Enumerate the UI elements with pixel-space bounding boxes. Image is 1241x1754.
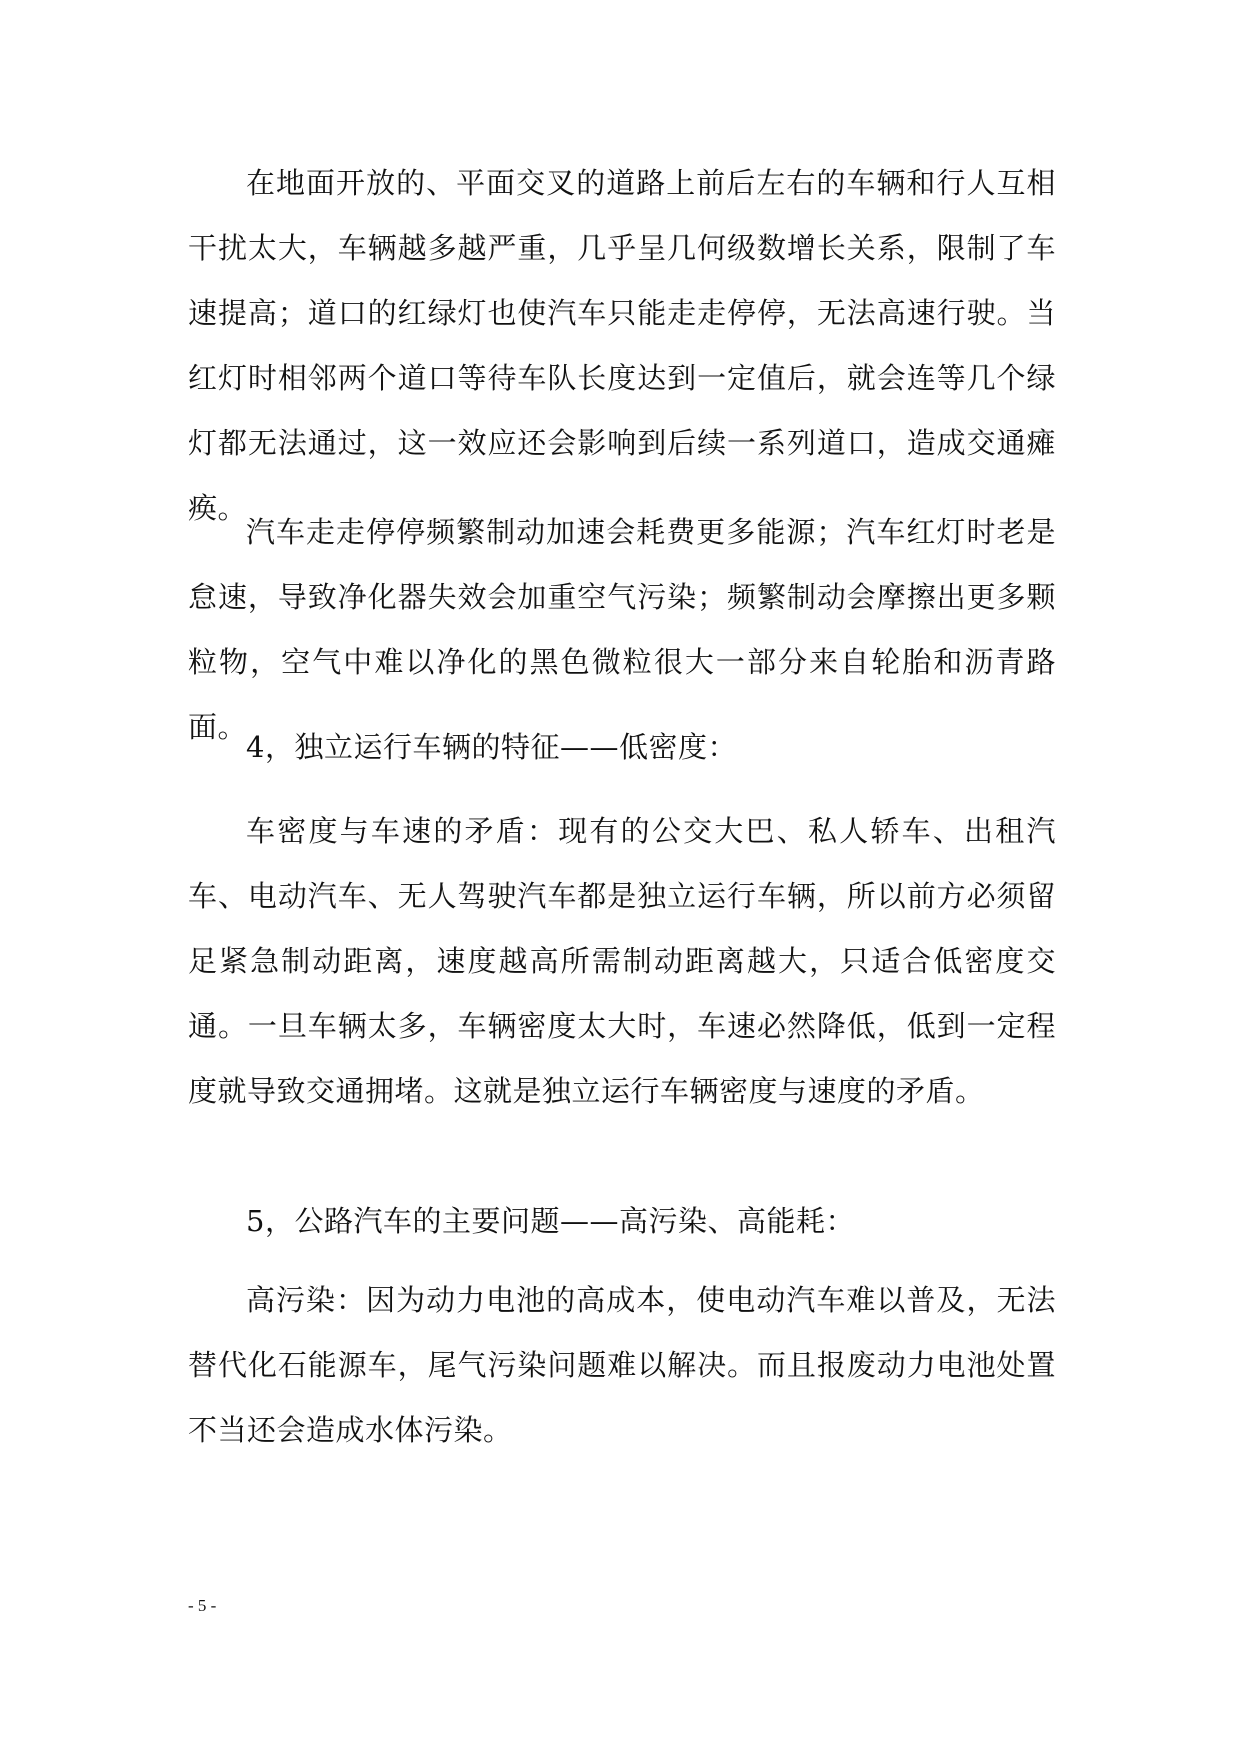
section-heading-main-problems: 5，公路汽车的主要问题——高污染、高能耗： [246,1204,855,1238]
section-heading-low-density: 4，独立运行车辆的特征——低密度： [246,730,737,764]
paragraph-high-pollution: 高污染：因为动力电池的高成本，使电动汽车难以普及，无法替代化石能源车，尾气污染问题难以解决。而且报废动力电池处置不当还会造成水体污染。 [188,1283,1056,1447]
page-number: - 5 - [188,1596,217,1615]
paragraph-density-speed: 车密度与车速的矛盾：现有的公交大巴、私人轿车、出租汽车、电动汽车、无人驾驶汽车都是独立运行车辆，所以前方必须留足紧急制动距离，速度越高所需制动距离越大，只适合低密度交通。一旦车辆太多，车辆密度太大时，车速必然降低，低到一定程度就导致交通拥堵。这就是独立运行车辆密度与速度的矛盾。 [188,814,1056,1108]
paragraph-energy-pollution: 汽车走走停停频繁制动加速会耗费更多能源；汽车红灯时老是怠速，导致净化器失效会加重空气污染；频繁制动会摩擦出更多颗粒物，空气中难以净化的黑色微粒很大一部分来自轮胎和沥青路面。 [188,515,1056,744]
paragraph-traffic-interference: 在地面开放的、平面交叉的道路上前后左右的车辆和行人互相干扰太大，车辆越多越严重，几乎呈几何级数增长关系，限制了车速提高；道口的红绿灯也使汽车只能走走停停，无法高速行驶。当红灯时相邻两个道口等待车队长度达到一定值后，就会连等几个绿灯都无法通过，这一效应还会影响到后续一系列道口，造成交通瘫痪。 [188,166,1056,525]
